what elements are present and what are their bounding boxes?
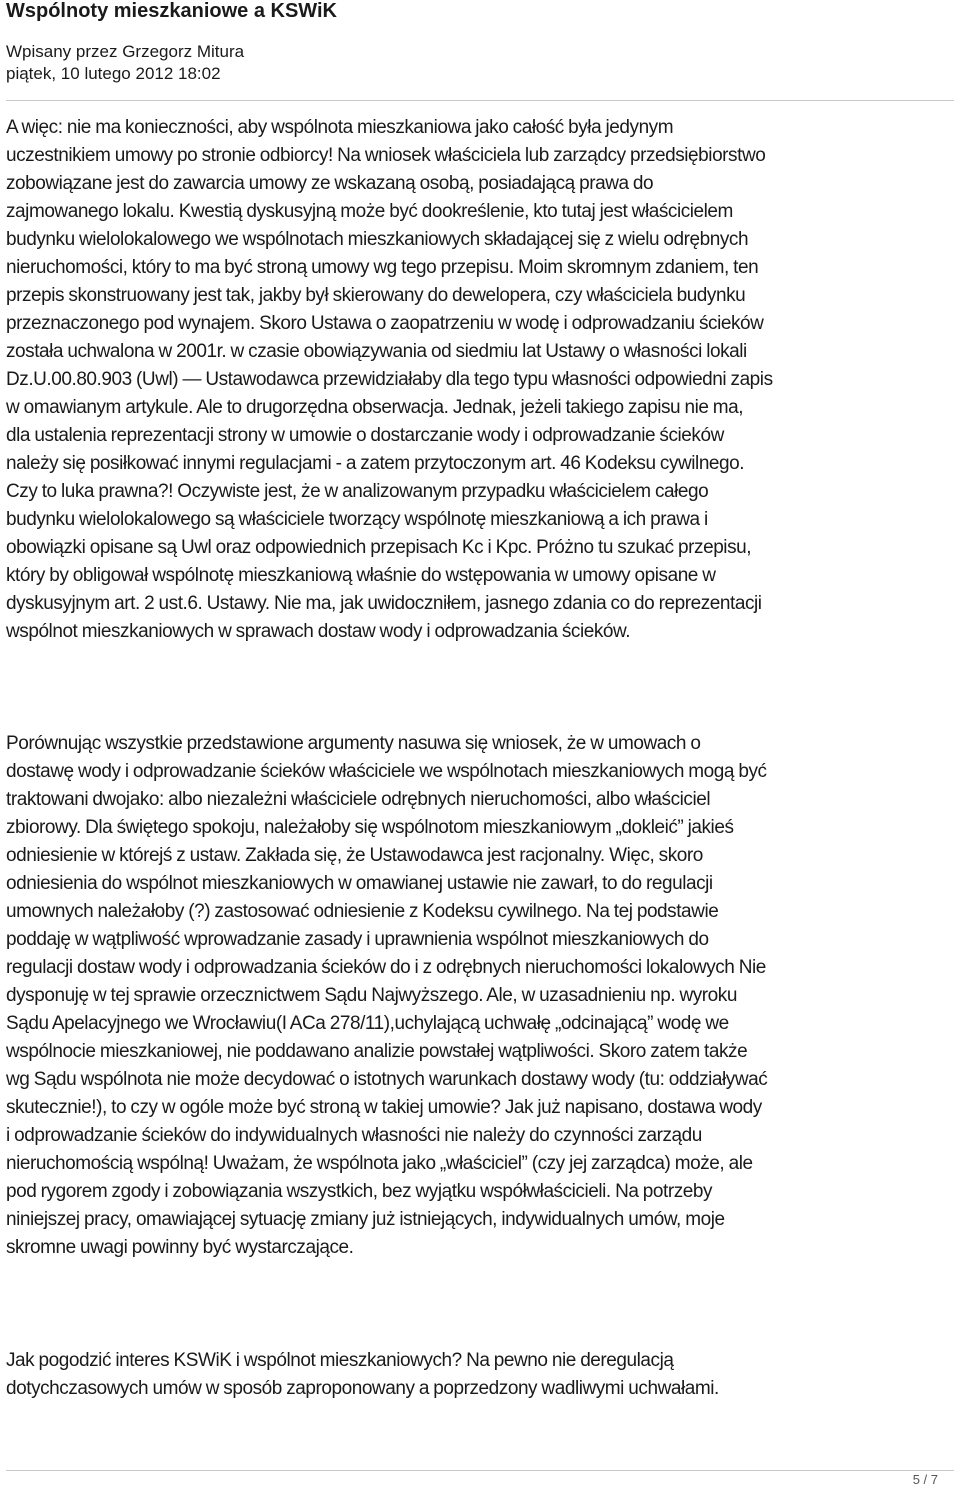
body-paragraph-3: Jak pogodzić interes KSWiK i wspólnot mieszkaniowych? Na pewno nie deregulacją dotychczasowych umów w sposób zaproponowany a poprzedzony wadliwymi uchwałami. <box>6 1350 719 1399</box>
body-paragraph-2: Porównując wszystkie przedstawione argumenty nasuwa się wniosek, że w umowach o dostawę wody i odprowadzanie ścieków właściciele we wspólnotach mieszkaniowych mogą być traktowani dwojako: albo niezależni właściciele odrębnych nieruchomości, albo właściciel zbiorowy. Dla świętego spokoju, należałoby się wspólnotom mieszkaniowym „dokleić” jakieś odniesienie w którejś z ustaw. Zakłada się, że Ustawodawca jest racjonalny. Więc, skoro odniesienia do wspólnot mieszkaniowych w omawianej ustawie nie zawarł, to do regulacji umownych należałoby (?) zastosować odniesienie z Kodeksu cywilnego. Na tej podstawie poddaję w wątpliwość wprowadzanie zasady i uprawnienia wspólnot mieszkaniowych do regulacji dostaw wody i odprowadzania ścieków do i z odrębnych nieruchomości lokalowych Nie dysponuję w tej sprawie orzecznictwem Sądu Najwyższego. Ale, w uzasadnieniu np. wyroku Sądu Apelacyjnego we Wrocławiu(I ACa 278/11),uchylającą uchwałę „odcinającą” wodę we wspólnocie mieszkaniowej, nie poddawano analizie powstałej wątpliwości. Skoro zatem także wg Sądu wspólnota nie może decydować o istotnych warunkach dostawy wody (tu: oddziaływać skutecznie!), to czy w ogóle może być stroną w takiej umowie? Jak już napisano, dostawa wody i odprowadzanie ścieków do indywidualnych własności nie należy do czynności zarządu nieruchomością wspólną! Uważam, że wspólnota jako „właściciel” (czy jej zarządca) może, ale pod rygorem zgody i zobowiązania wszystkich, bez wyjątku współwłaścicieli. Na potrzeby niniejszej pracy, omawiającej sytuację zmiany już istniejących, indywidualnych umów, moje skromne uwagi powinny być wystarczające. <box>6 733 768 1258</box>
article-meta <box>6 41 954 85</box>
page-number: 5 / 7 <box>912 1472 938 1487</box>
body-paragraph-1: A więc: nie ma konieczności, aby wspólnota mieszkaniowa jako całość była jedynym uczestnikiem umowy po stronie odbiorcy! Na wniosek właściciela lub zarządcy przedsiębiorstwo zobowiązane jest do zawarcia umowy ze wskazaną osobą, posiadającą prawa do zajmowanego lokalu. Kwestią dyskusyjną może być dookreślenie, kto tutaj jest właścicielem budynku wielolokalowego we wspólnotach mieszkaniowych składającej się z wielu odrębnych nieruchomości, który to ma być stroną umowy wg tego przepisu. Moim skromnym zdaniem, ten przepis skonstruowany jest tak, jakby był skierowany do dewelopera, czy właściciela budynku przeznaczonego pod wynajem. Skoro Ustawa o zaopatrzeniu w wodę i odprowadzaniu ścieków została uchwalona w 2001r. w czasie obowiązywania od siedmiu lat Ustawy o własności lokali Dz.U.00.80.903 (Uwl) ― Ustawodawca przewidziałaby dla tego typu własności odpowiedni zapis w omawianym artykule. Ale to drugorzędna obserwacja. Jednak, jeżeli takiego zapisu nie ma, dla ustalenia reprezentacji strony w umowie o dostarczanie wody i odprowadzanie ścieków należy się posiłkować innymi regulacjami - a zatem przytoczonym art. 46 Kodeksu cywilnego. Czy to luka prawna?! Oczywiste jest, że w analizowanym przypadku właścicielem całego budynku wielolokalowego są właściciele tworzący wspólnotę mieszkaniową a ich prawa i obowiązki opisane są Uwl oraz odpowiednich przepisach Kc i Kpc. Próżno tu szukać przepisu, który by obligował wspólnotę mieszkaniową właśnie do wstępowania w umowy opisane w dyskusyjnym art. 2 ust.6. Ustawy. Nie ma, jak uwidoczniłem, jasnego zdania co do reprezentacji wspólnot mieszkaniowych w sprawach dostaw wody i odprowadzania ścieków. <box>6 117 773 642</box>
header-divider <box>6 100 954 101</box>
article-title: Wspólnoty mieszkaniowe a KSWiK <box>6 0 337 22</box>
footer-divider <box>6 1470 954 1471</box>
article-author: Wpisany przez Grzegorz Mitura <box>6 42 245 61</box>
article-date: piątek, 10 lutego 2012 18:02 <box>6 64 221 83</box>
document-header <box>6 0 954 85</box>
